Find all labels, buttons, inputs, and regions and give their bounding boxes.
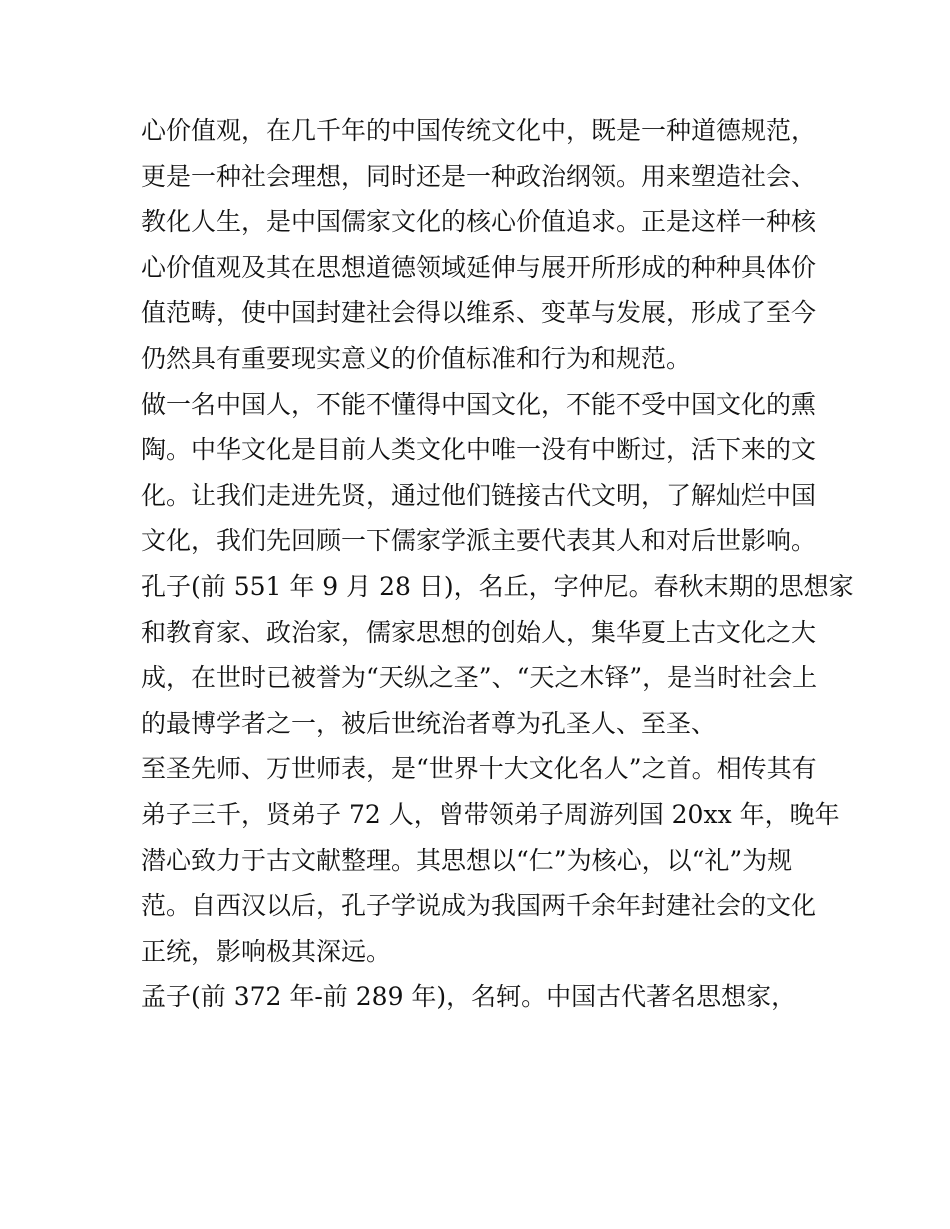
text-line: 化。让我们走进先贤，通过他们链接古代文明，了解灿烂中国 — [141, 480, 817, 510]
text-line: 陶。中华文化是目前人类文化中唯一没有中断过，活下来的文 — [141, 435, 817, 465]
text-line: 仍然具有重要现实意义的价值标准和行为和规范。 — [141, 343, 692, 373]
text-line: 和教育家、政治家，儒家思想的创始人，集华夏上古文化之大 — [141, 617, 817, 647]
text-line: 的最博学者之一，被后世统治者尊为孔圣人、至圣、 — [141, 708, 717, 738]
text-line: 教化人生，是中国儒家文化的核心价值追求。正是这样一种核 — [141, 207, 817, 237]
text-line: 孟子(前 372 年-前 289 年)，名轲。中国古代著名思想家， — [141, 982, 797, 1012]
text-line: 值范畴，使中国封建社会得以维系、变革与发展，形成了至今 — [141, 298, 817, 328]
text-line: 至圣先师、万世师表，是“世界十大文化名人”之首。相传其有 — [141, 754, 817, 784]
document-body — [141, 108, 854, 1020]
text-line: 正统，影响极其深远。 — [141, 936, 392, 966]
text-line: 做一名中国人，不能不懂得中国文化，不能不受中国文化的熏 — [141, 389, 817, 419]
text-line: 孔子(前 551 年 9 月 28 日)，名丘，字仲尼。春秋末期的思想家 — [141, 571, 854, 601]
text-line: 弟子三千，贤弟子 72 人，曾带领弟子周游列国 20xx 年，晚年 — [141, 799, 840, 829]
text-line: 心价值观及其在思想道德领域延伸与展开所形成的种种具体价 — [141, 252, 817, 282]
text-line: 更是一种社会理想，同时还是一种政治纲领。用来塑造社会、 — [141, 161, 817, 191]
text-line: 成，在世时已被誉为“天纵之圣”、“天之木铎”，是当时社会上 — [141, 663, 818, 693]
text-line: 潜心致力于古文献整理。其思想以“仁”为核心，以“礼”为规 — [141, 845, 793, 875]
text-line: 心价值观，在几千年的中国传统文化中，既是一种道德规范， — [141, 116, 817, 145]
text-line: 范。自西汉以后，孔子学说成为我国两千余年封建社会的文化 — [141, 891, 817, 921]
text-line: 文化，我们先回顾一下儒家学派主要代表其人和对后世影响。 — [141, 526, 817, 556]
